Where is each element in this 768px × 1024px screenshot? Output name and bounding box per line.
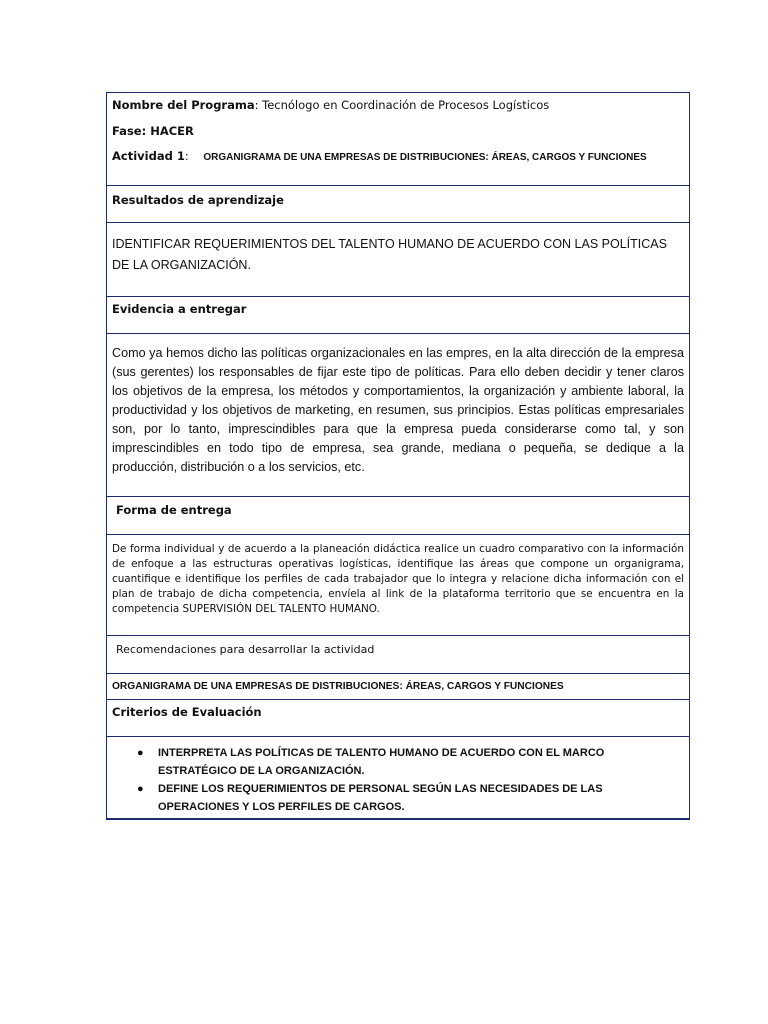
evidence-heading: Evidencia a entregar	[107, 297, 689, 334]
phase-line: Fase: HACER	[112, 123, 194, 138]
recommendations-heading: Recomendaciones para desarrollar la actividad	[107, 636, 689, 674]
program-label: Nombre del Programa	[112, 98, 255, 112]
header-block	[107, 93, 689, 186]
delivery-heading: Forma de entrega	[107, 497, 689, 535]
criteria-item	[137, 780, 684, 816]
criteria-item	[137, 744, 684, 780]
bullet-icon: ●	[137, 747, 144, 759]
criteria-item-text: DEFINE LOS REQUERIMIENTOS DE PERSONAL SEGÚN LAS NECESIDADES DE LAS OPERACIONES Y LOS PERFILES DE CARGOS.	[158, 783, 603, 813]
program-line	[112, 99, 684, 112]
program-value: Tecnólogo en Coordinación de Procesos Logísticos	[262, 98, 550, 112]
recommendations-text: ORGANIGRAMA DE UNA EMPRESAS DE DISTRIBUCIONES: ÁREAS, CARGOS Y FUNCIONES	[107, 674, 689, 700]
bullet-icon: ●	[137, 783, 144, 795]
criteria-heading: Criterios de Evaluación	[107, 700, 689, 737]
program-colon: :	[254, 98, 259, 112]
activity-separator: :	[184, 149, 189, 163]
evidence-text: Como ya hemos dicho las políticas organizacionales en las empres, en la alta dirección de la empresa (sus gerentes) los responsables de fijar este tipo de políticas. Para ello deben decidir y tener claros los objetivos de la empresa, los métodos y comportamientos, la organización y ambiente laboral, la productividad y los objetivos de marketing, en resumen, sus principios. Estas políticas empresariales son, por lo tanto, imprescindibles para que la empresa pueda considerarse como tal, y son imprescindibles en todo tipo de empresa, sea grande, mediana o pequeña, se dedique a la producción, distribución o a los servicios, etc.	[107, 334, 689, 497]
results-text: IDENTIFICAR REQUERIMIENTOS DEL TALENTO HUMANO DE ACUERDO CON LAS POLÍTICAS DE LA ORGANIZACIÓN.	[107, 223, 689, 297]
activity-sheet	[106, 92, 690, 820]
delivery-text: De forma individual y de acuerdo a la planeación didáctica realice un cuadro comparativo con la información de enfoque a las estructuras operativas logísticas, identifique las áreas que compone un organigrama, cuantifique e identifique los perfiles de cada trabajador que lo integra y relacione dicha información con el plan de trabajo de dicha competencia, envíela al link de la plataforma territorio que se encuentra en la competencia SUPERVISIÓN DEL TALENTO HUMANO.	[107, 535, 689, 636]
activity-line	[112, 150, 684, 164]
criteria-list-block	[107, 737, 689, 818]
activity-title: ORGANIGRAMA DE UNA EMPRESAS DE DISTRIBUCIONES: ÁREAS, CARGOS Y FUNCIONES	[203, 152, 647, 163]
results-heading: Resultados de aprendizaje	[107, 186, 689, 223]
criteria-item-text: INTERPRETA LAS POLÍTICAS DE TALENTO HUMANO DE ACUERDO CON EL MARCO ESTRATÉGICO DE LA ORGANIZACIÓN.	[158, 747, 605, 777]
activity-label: Actividad 1	[112, 149, 185, 163]
criteria-list	[112, 744, 684, 816]
